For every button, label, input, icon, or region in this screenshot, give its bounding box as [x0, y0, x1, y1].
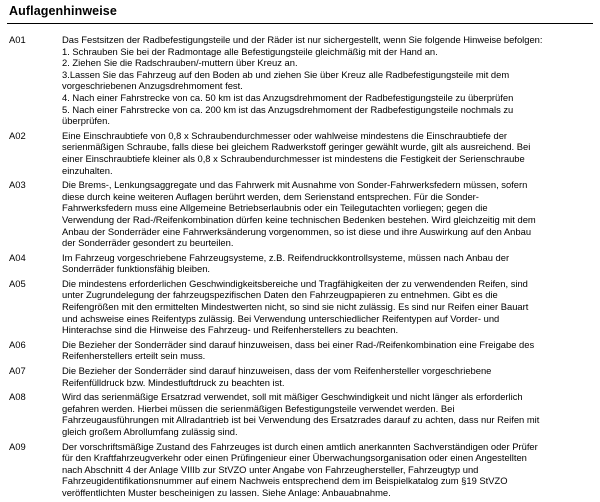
note-line: Fahrzeugausführungen mit Allradantrieb ist bei Verwendung des Ersatzrades darauf zu achten, dass nur Reifen mit — [62, 414, 540, 426]
note-code: A04 — [9, 251, 26, 263]
notes-list — [0, 34, 600, 502]
note-line: vorgeschriebenen Anzugsdrehmoment fest. — [62, 80, 243, 92]
note-a02 — [0, 130, 600, 176]
note-line: serienmäßigen Schraube, falls diese bei gleichem Radwerkstoff geringer gewählt wurde, gilt als ausreichend. Bei — [62, 141, 531, 153]
note-a03 — [0, 179, 600, 249]
note-line: Im Fahrzeug vorgeschriebene Fahrzeugsysteme, z.B. Reifendruckkontrollsysteme, müssen nach Anbau der — [62, 251, 510, 263]
note-line: Reifenfülldruck bzw. Mindestluftdruck zu beachten ist. — [62, 376, 285, 388]
note-line: Eine Einschraubtiefe von 0,8 x Schraubendurchmesser oder wahlweise mindestens die Einschraubtiefe der — [62, 129, 508, 141]
note-line: Der vorschriftsmäßige Zustand des Fahrzeuges ist durch einen amtlich anerkannten Sachverständigen oder Prüfer — [62, 440, 538, 452]
note-line: 5. Nach einer Fahrstrecke von ca. 200 km ist das Anzugsdrehmoment der Radbefestigungsteile nochmals zu — [62, 103, 514, 115]
note-line: Die Bezieher der Sonderräder sind darauf hinzuweisen, dass bei einer Rad-/Reifenkombination eine Freigabe des — [62, 338, 535, 350]
note-code: A02 — [9, 129, 26, 141]
note-line: nach Abschnitt 4 der Anlage VIIIb zur StVZO unter Angabe von Fahrzeughersteller, Fahrzeugtyp und — [62, 463, 479, 475]
note-text — [62, 252, 590, 275]
note-code: A09 — [9, 440, 26, 452]
note-line: Verwendung der Rad-/Reifenkombination dürfen keine technischen Bedenken bestehen. Wird gleichzeitig mit dem — [62, 213, 536, 225]
note-line: gleich großem Abrollumfang zulässig sind. — [62, 426, 238, 437]
note-line: einer Einschraubtiefe kleiner als 0,8 x Schraubendurchmesser ist mindestens die Festigkeit der Serienschraube — [62, 152, 525, 164]
note-line: Anbau der Sonderräder eine Fahrwerksänderung vorgenommen, so ist diese und ihre Auswirkung auf den Anbau — [62, 225, 532, 237]
note-text — [62, 179, 590, 249]
note-line: diese durch keine weiteren Auflagen berührt werden, dem Serienstand entsprechen. Für die Sonder- — [62, 190, 479, 202]
note-code: A03 — [9, 179, 26, 191]
note-line: gefahren werden. Hierbei müssen die serienmäßigen Befestigungsteile verwendet werden. Bei — [62, 402, 455, 414]
note-text — [62, 391, 590, 437]
note-line: einzuhalten. — [62, 164, 113, 176]
page-title: Auflagenhinweise — [9, 4, 117, 18]
note-line: Sonderräder funktionsfähig bleiben. — [62, 263, 211, 275]
note-line: 3.Lassen Sie das Fahrzeug auf den Boden ab und ziehen Sie über Kreuz alle Radbefestigungsteile mit dem — [62, 68, 510, 80]
note-line: 4. Nach einer Fahrstrecke von ca. 50 km ist das Anzugsdrehmoment der Radbefestigungsteile zu überprüfen — [62, 91, 514, 103]
note-line: Reifengrößen mit den ermittelten Mindestwerten nicht, so sind sie nicht zulässig. Es sind nur Reifen einer Bauart — [62, 301, 529, 313]
note-line: veröffentlichten Muster bescheinigen zu lassen. Siehe Anlage: Anbauabnahme. — [62, 486, 391, 498]
note-a01 — [0, 34, 600, 127]
note-line: Wird das serienmäßige Ersatzrad verwendet, soll mit mäßiger Geschwindigkeit und nicht länger als erforderlich — [62, 391, 523, 403]
note-line: überprüfen. — [62, 115, 110, 127]
note-line: Das Festsitzen der Radbefestigungsteile und der Räder ist nur sichergestellt, wenn Sie folgende Hinweise befolgen: — [62, 34, 543, 45]
note-line: der Sonderräder gesondert zu beurteilen. — [62, 237, 234, 249]
note-line: 2. Ziehen Sie die Radschrauben/-muttern über Kreuz an. — [62, 57, 298, 69]
note-a09 — [0, 441, 600, 499]
note-a05 — [0, 278, 600, 336]
note-a08 — [0, 391, 600, 437]
note-line: Die mindestens erforderlichen Geschwindigkeitsbereiche und Tragfähigkeiten der zu verwendenden Reifen, sind — [62, 277, 528, 289]
note-code: A05 — [9, 277, 26, 289]
note-code: A01 — [9, 34, 26, 45]
note-text — [62, 441, 590, 499]
note-a06 — [0, 339, 600, 362]
note-line: für den Kraftfahrzeugverkehr oder einen Prüfingenieur einer Überwachungsorganisation oder einen Angestellten — [62, 452, 527, 464]
note-code: A06 — [9, 338, 26, 350]
note-code: A07 — [9, 365, 26, 377]
note-text — [62, 278, 590, 336]
note-line: Reifenherstellers erteilt sein muss. — [62, 350, 206, 362]
note-text — [62, 130, 590, 176]
title-underline — [7, 23, 593, 24]
note-a04 — [0, 252, 600, 275]
note-line: und achsweise eines Reifentyps zulässig. Bei Verwendung unterschiedlicher Reifentypen auf Vorder- und — [62, 312, 500, 324]
note-line: unter Zugrundelegung der fahrzeugspezifischen Daten den Fahrzeugpapieren zu entnehmen. Gibt es die — [62, 289, 498, 301]
note-line: Fahrwerksfedern muss eine Allgemeine Betriebserlaubnis oder ein Teilegutachten vorliegen; gegen die — [62, 202, 488, 214]
note-a07 — [0, 365, 600, 388]
note-text — [62, 365, 590, 388]
note-line: Die Bezieher der Sonderräder sind darauf hinzuweisen, dass der vom Reifenhersteller vorgeschriebene — [62, 365, 492, 377]
note-line: Die Brems-, Lenkungsaggregate und das Fahrwerk mit Ausnahme von Sonder-Fahrwerksfedern müssen, sofern — [62, 179, 528, 191]
note-line: 1. Schrauben Sie bei der Radmontage alle Befestigungsteile gleichmäßig mit der Hand an. — [62, 45, 438, 57]
note-text — [62, 34, 590, 127]
note-line: Hinterachse sind die Hinweise des Fahrzeug- und Reifenherstellers zu beachten. — [62, 324, 399, 336]
note-code: A08 — [9, 391, 26, 403]
note-text — [62, 339, 590, 362]
note-line: Fahrzeugidentifikationsnummer auf einem Nachweis entsprechend dem im Beispielkatalog zum §19 StVZO — [62, 475, 508, 487]
